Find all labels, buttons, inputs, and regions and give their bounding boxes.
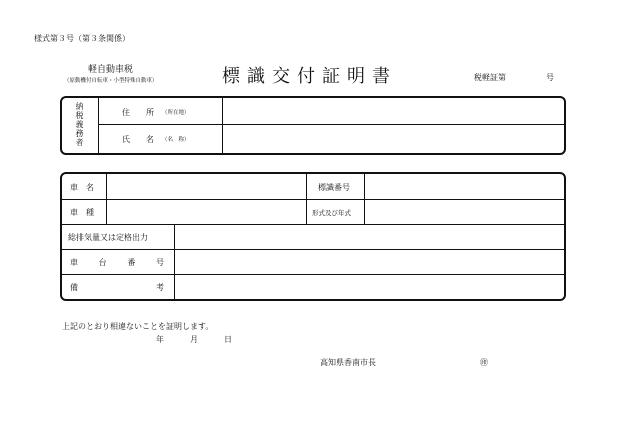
chassis-number-label xyxy=(70,253,164,271)
remarks-label xyxy=(70,278,164,296)
tax-name: 軽自動車税 xyxy=(88,65,134,75)
certification-statement: 上記のとおり相違ないことを証明します。 xyxy=(62,322,214,331)
plate-number-field[interactable] xyxy=(370,178,560,196)
chassis-label-char: 号 xyxy=(155,257,164,267)
certificate-number-suffix: 号 xyxy=(546,73,554,82)
chassis-label-char: 車 xyxy=(70,257,78,267)
remarks-label-char: 考 xyxy=(156,282,164,292)
date-year: 年 xyxy=(156,335,164,344)
name-label-text: 氏 名 xyxy=(122,134,154,144)
taxpayer-group-label: 納税義務者 xyxy=(75,102,84,147)
certificate-number xyxy=(474,72,554,83)
certificate-number-label: 税軽証第 xyxy=(474,73,506,82)
tax-subtitle: （原動機付自転車・小型特殊自動車） xyxy=(64,78,158,84)
plate-number-label: 標識番号 xyxy=(318,182,350,192)
name-label xyxy=(122,128,190,150)
vehicle-name-label: 車 名 xyxy=(70,182,94,192)
vehicle-type-label: 車 種 xyxy=(70,207,94,217)
chassis-number-field[interactable] xyxy=(180,253,560,271)
address-label-note: （所在地） xyxy=(162,110,190,116)
vehicle-name-field[interactable] xyxy=(112,178,302,196)
address-label xyxy=(122,102,190,122)
address-label-text: 住 所 xyxy=(122,107,154,117)
remarks-field[interactable] xyxy=(180,278,560,296)
issuer-name: 高知県香南市長 xyxy=(320,358,376,367)
displacement-label: 総排気量又は定格出力 xyxy=(68,232,148,242)
date-day: 日 xyxy=(224,335,232,344)
vehicle-type-field[interactable] xyxy=(112,203,302,221)
model-year-label: 形式及び年式 xyxy=(312,208,351,217)
form-number: 様式第３号（第３条関係） xyxy=(34,34,130,43)
remarks-label-char: 備 xyxy=(70,282,78,292)
date-month: 月 xyxy=(190,335,198,344)
model-year-field[interactable] xyxy=(370,203,560,221)
address-field[interactable] xyxy=(228,102,558,122)
issue-date xyxy=(156,334,258,345)
vehicle-table xyxy=(60,172,566,301)
name-field[interactable] xyxy=(228,128,558,150)
displacement-field[interactable] xyxy=(180,228,560,246)
seal-mark: ㊞ xyxy=(480,358,488,367)
name-label-note: （名 称） xyxy=(162,137,190,143)
taxpayer-table xyxy=(60,96,566,155)
chassis-label-char: 番 xyxy=(127,257,136,267)
chassis-label-char: 台 xyxy=(98,257,107,267)
page-title: 標識交付証明書 xyxy=(222,66,397,87)
